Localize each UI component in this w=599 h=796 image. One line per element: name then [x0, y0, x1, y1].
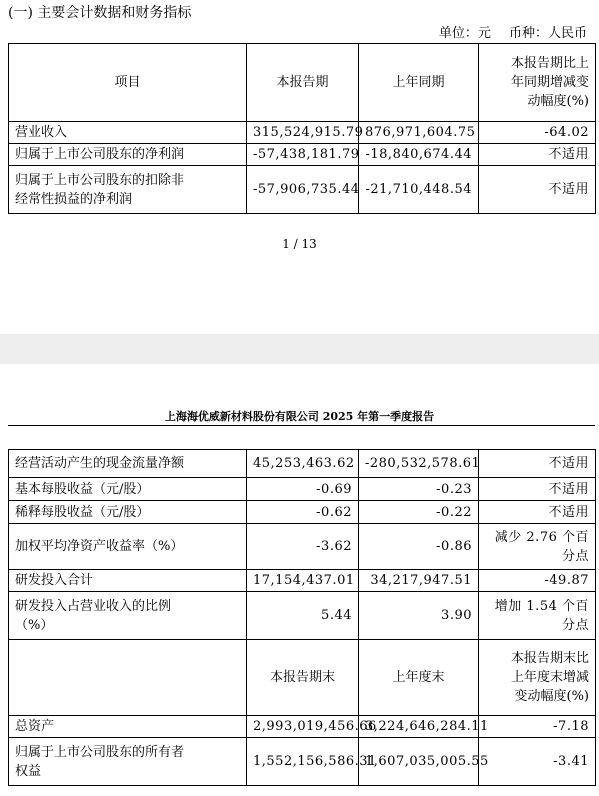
header-item: 项目: [9, 44, 247, 122]
subheader-item: [9, 640, 247, 716]
unit-label: 单位：元: [438, 26, 491, 41]
row-item: 研发投入合计: [9, 570, 247, 592]
header-current: 本报告期: [247, 44, 359, 122]
row-current: -57,906,735.44: [247, 166, 359, 214]
header-change: 本报告期比上 年同期增减变 动幅度(%): [479, 44, 596, 122]
row-current: 17,154,437.01: [247, 570, 359, 592]
row-current: 315,524,915.79: [247, 122, 359, 144]
row-item: 归属于上市公司股东的扣除非 经常性损益的净利润: [9, 166, 247, 214]
row-current: -0.69: [247, 478, 359, 501]
page-number: 1 / 13: [282, 237, 317, 251]
table-row: [9, 501, 596, 524]
row-prior: 3,224,646,284.11: [359, 716, 479, 738]
row-item: 经营活动产生的现金流量净额: [9, 450, 247, 478]
row-prior: 34,217,947.51: [359, 570, 479, 592]
row-change: 不适用: [479, 166, 596, 214]
row-item: 归属于上市公司股东的所有者 权益: [9, 738, 247, 786]
row-change: 不适用: [479, 478, 596, 501]
row-current: -3.62: [247, 524, 359, 570]
row-prior: 3.90: [359, 592, 479, 640]
row-prior: -0.86: [359, 524, 479, 570]
table-row: [9, 570, 596, 592]
row-change: -3.41: [479, 738, 596, 786]
row-prior: -21,710,448.54: [359, 166, 479, 214]
row-current: -0.62: [247, 501, 359, 524]
row-change: -64.02: [479, 122, 596, 144]
row-prior: -280,532,578.61: [359, 450, 479, 478]
currency-label: 币种：人民币: [508, 26, 587, 41]
table-row: [9, 716, 596, 738]
header-rule: [8, 425, 595, 426]
row-current: 45,253,463.62: [247, 450, 359, 478]
row-item: 稀释每股收益（元/股）: [9, 501, 247, 524]
row-item: 加权平均净资产收益率（%）: [9, 524, 247, 570]
section-title: (一) 主要会计数据和财务指标: [8, 5, 192, 21]
row-prior: -0.22: [359, 501, 479, 524]
table-row: [9, 478, 596, 501]
table-subheader-row: [9, 640, 596, 716]
financial-table-2: [8, 449, 596, 786]
row-change: -49.87: [479, 570, 596, 592]
row-prior: -0.23: [359, 478, 479, 501]
page-gap: [0, 334, 599, 364]
row-current: 5.44: [247, 592, 359, 640]
row-current: 2,993,019,456.66: [247, 716, 359, 738]
financial-table-1: [8, 43, 596, 214]
table-header-row: [9, 44, 596, 122]
table-row: [9, 144, 596, 166]
row-item: 营业收入: [9, 122, 247, 144]
row-change: 减少 2.76 个百 分点: [479, 524, 596, 570]
row-change: 不适用: [479, 450, 596, 478]
table-row: [9, 592, 596, 640]
subheader-current: 本报告期末: [247, 640, 359, 716]
row-item: 总资产: [9, 716, 247, 738]
table-row: [9, 738, 596, 786]
row-current: 1,552,156,586.31: [247, 738, 359, 786]
row-item: 基本每股收益（元/股）: [9, 478, 247, 501]
row-change: 不适用: [479, 501, 596, 524]
table-row: [9, 122, 596, 144]
row-change: 不适用: [479, 144, 596, 166]
unit-line: [425, 22, 587, 41]
row-prior: 876,971,604.75: [359, 122, 479, 144]
row-change: -7.18: [479, 716, 596, 738]
row-prior: -18,840,674.44: [359, 144, 479, 166]
table-row: [9, 166, 596, 214]
row-item: 归属于上市公司股东的净利润: [9, 144, 247, 166]
row-current: -57,438,181.79: [247, 144, 359, 166]
subheader-prior: 上年度末: [359, 640, 479, 716]
subheader-change: 本报告期末比 上年度末增减 变动幅度(%): [479, 640, 596, 716]
table-row: [9, 450, 596, 478]
row-item: 研发投入占营业收入的比例 （%）: [9, 592, 247, 640]
report-header: 上海海优威新材料股份有限公司 2025 年第一季度报告: [164, 410, 435, 423]
row-change: 增加 1.54 个百 分点: [479, 592, 596, 640]
row-prior: 1,607,035,005.55: [359, 738, 479, 786]
table-row: [9, 524, 596, 570]
header-prior: 上年同期: [359, 44, 479, 122]
